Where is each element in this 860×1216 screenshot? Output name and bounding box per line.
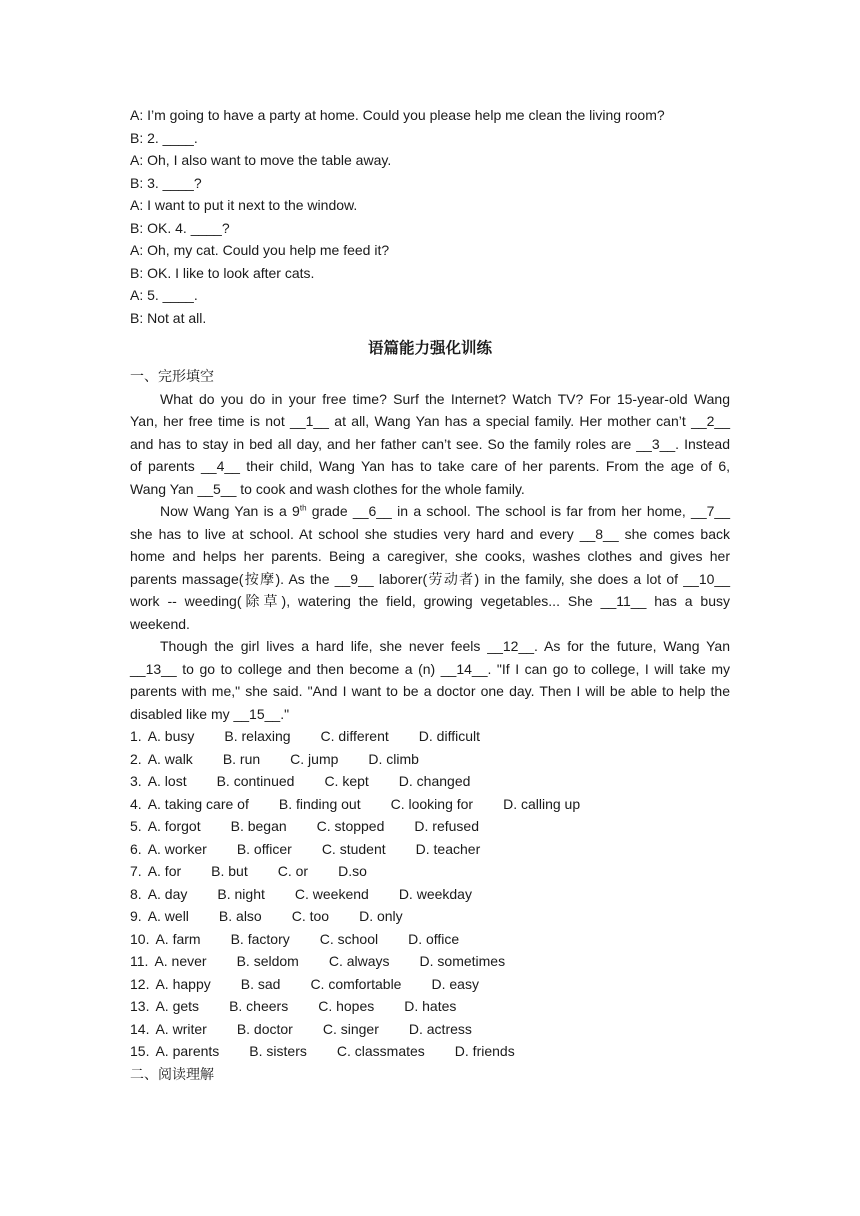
question-row bbox=[130, 973, 730, 996]
answer-option: B. seldom bbox=[236, 953, 299, 969]
answer-option: B. but bbox=[211, 863, 248, 879]
passage-line: she has to live at school. At school she studies very hard and every __8__ she comes back bbox=[130, 525, 730, 542]
question-row bbox=[130, 748, 730, 771]
question-row bbox=[130, 860, 730, 883]
answer-option: A. well bbox=[147, 908, 189, 924]
answer-option: B. also bbox=[218, 908, 262, 924]
dialogue-line: B: Not at all. bbox=[130, 309, 207, 326]
answer-option: A. busy bbox=[147, 728, 195, 744]
question-row bbox=[130, 928, 730, 951]
question-row bbox=[130, 838, 730, 861]
question-number: 1. bbox=[130, 728, 142, 744]
answer-option: D. hates bbox=[404, 998, 457, 1014]
answer-option: A. walk bbox=[147, 750, 193, 767]
answer-option: D. office bbox=[408, 930, 460, 947]
passage-line: home and helps her parents. Being a caregiver, she cooks, washes clothes and gives her bbox=[130, 548, 730, 564]
question-number: 7. bbox=[130, 863, 142, 879]
answer-option: A. for bbox=[147, 863, 182, 879]
question-row bbox=[130, 950, 730, 973]
answer-option: C. jump bbox=[290, 750, 339, 767]
question-number: 4. bbox=[130, 795, 142, 812]
section-title: 语篇能力强化训练 bbox=[367, 340, 492, 357]
answer-option: D.so bbox=[338, 863, 367, 879]
question-row bbox=[130, 793, 730, 816]
answer-option: B. began bbox=[230, 818, 287, 834]
question-row bbox=[130, 883, 730, 906]
answer-option: B. sad bbox=[240, 975, 281, 992]
answer-option: C. comfortable bbox=[310, 975, 402, 992]
answer-option: B. continued bbox=[216, 773, 295, 789]
question-number: 9. bbox=[130, 908, 142, 924]
question-row bbox=[130, 905, 730, 928]
answer-option: C. kept bbox=[324, 773, 369, 789]
question-list bbox=[130, 725, 730, 1063]
answer-option: C. stopped bbox=[316, 818, 385, 834]
answer-option: D. friends bbox=[454, 1043, 515, 1059]
answer-option: D. difficult bbox=[418, 728, 480, 744]
answer-option: C. classmates bbox=[336, 1043, 425, 1059]
passage-text: grade __6__ in a school. The school is far from her home, __7__ bbox=[306, 503, 730, 519]
passage-line: parents with me," she said. "And I want to be a doctor one day. Then I will be able to help the bbox=[130, 683, 730, 699]
answer-option: D. climb bbox=[368, 750, 419, 767]
question-number: 14. bbox=[130, 1020, 150, 1037]
answer-option: A. farm bbox=[155, 930, 201, 947]
answer-option: A. happy bbox=[155, 975, 211, 992]
passage-line: of parents __4__ their child, Wang Yan has to take care of her parents. From the age of 6, bbox=[130, 458, 730, 474]
passage-paragraph-2 bbox=[130, 500, 730, 635]
answer-option: C. different bbox=[320, 728, 389, 744]
passage-line: work -- weeding(除草), watering the field, growing vegetables... She __11__ has a busy bbox=[130, 593, 730, 609]
passage-line: Though the girl lives a hard life, she never feels __12__. As for the future, Wang Yan bbox=[160, 638, 730, 654]
answer-option: C. or bbox=[277, 863, 309, 879]
answer-option: B. run bbox=[222, 750, 261, 767]
answer-option: D. easy bbox=[431, 975, 479, 992]
answer-option: B. officer bbox=[236, 840, 292, 857]
answer-option: D. sometimes bbox=[419, 953, 506, 969]
passage-line: parents massage(按摩). As the __9__ laborer(劳动者) in the family, she does a lot of __10__ bbox=[130, 570, 730, 587]
question-number: 15. bbox=[130, 1043, 150, 1059]
answer-option: C. school bbox=[319, 930, 379, 947]
answer-option: C. singer bbox=[322, 1020, 379, 1037]
answer-option: D. changed bbox=[398, 773, 471, 789]
question-number: 11. bbox=[130, 953, 149, 969]
dialogue bbox=[130, 104, 730, 329]
passage-line: Yan, her free time is not __1__ at all, Wang Yan has a special family. Her mother can’t __2__ bbox=[130, 413, 730, 429]
question-number: 13. bbox=[130, 998, 150, 1014]
part1-heading: 一、完形填空 bbox=[130, 368, 214, 384]
answer-option: A. never bbox=[154, 953, 207, 969]
dialogue-line: A: I’m going to have a party at home. Could you please help me clean the living room? bbox=[130, 107, 665, 123]
question-number: 12. bbox=[130, 975, 150, 992]
answer-option: C. student bbox=[321, 840, 386, 857]
dialogue-line: B: 2. ____. bbox=[130, 129, 198, 146]
answer-option: D. teacher bbox=[415, 840, 481, 857]
question-number: 8. bbox=[130, 885, 142, 902]
answer-option: A. lost bbox=[147, 773, 187, 789]
passage-line: What do you do in your free time? Surf the Internet? Watch TV? For 15-year-old Wang bbox=[160, 390, 730, 407]
answer-option: C. looking for bbox=[390, 795, 474, 812]
answer-option: C. too bbox=[291, 908, 330, 924]
answer-option: A. parents bbox=[155, 1043, 220, 1059]
answer-option: B. factory bbox=[230, 930, 290, 947]
part2-heading: 二、阅读理解 bbox=[130, 1065, 214, 1082]
document-page bbox=[130, 104, 730, 1085]
dialogue-line: A: Oh, I also want to move the table away. bbox=[130, 152, 392, 168]
question-row bbox=[130, 1018, 730, 1041]
answer-option: D. weekday bbox=[398, 885, 472, 902]
answer-option: A. taking care of bbox=[147, 795, 249, 812]
dialogue-line: B: OK. I like to look after cats. bbox=[130, 264, 315, 281]
answer-option: A. day bbox=[147, 885, 188, 902]
passage-line: disabled like my __15__." bbox=[130, 705, 290, 722]
question-row bbox=[130, 995, 730, 1018]
answer-option: A. gets bbox=[155, 998, 200, 1014]
answer-option: B. doctor bbox=[236, 1020, 293, 1037]
answer-option: C. hopes bbox=[318, 998, 375, 1014]
answer-option: A. writer bbox=[155, 1020, 207, 1037]
dialogue-line: A: 5. ____. bbox=[130, 287, 198, 303]
passage-line: and has to stay in bed all day, and her father can’t see. So the family roles are __3__. Instead bbox=[130, 435, 730, 452]
answer-option: D. calling up bbox=[503, 795, 581, 812]
answer-option: B. cheers bbox=[229, 998, 289, 1014]
question-number: 3. bbox=[130, 773, 142, 789]
question-row bbox=[130, 725, 730, 748]
passage-line: Wang Yan __5__ to cook and wash clothes for the whole family. bbox=[130, 480, 525, 497]
answer-option: B. relaxing bbox=[224, 728, 291, 744]
dialogue-line: A: Oh, my cat. Could you help me feed it? bbox=[130, 242, 390, 258]
question-number: 10. bbox=[130, 930, 150, 947]
ordinal-suffix: th bbox=[299, 503, 307, 513]
answer-option: C. weekend bbox=[294, 885, 369, 902]
question-number: 5. bbox=[130, 818, 142, 834]
answer-option: D. refused bbox=[414, 818, 479, 834]
dialogue-line: B: OK. 4. ____? bbox=[130, 219, 230, 236]
answer-option: A. forgot bbox=[147, 818, 201, 834]
question-row bbox=[130, 1040, 730, 1063]
answer-option: C. always bbox=[328, 953, 390, 969]
answer-option: B. finding out bbox=[278, 795, 361, 812]
passage-paragraph-3 bbox=[130, 635, 730, 725]
answer-option: B. sisters bbox=[249, 1043, 307, 1059]
answer-option: D. only bbox=[359, 908, 403, 924]
dialogue-line: A: I want to put it next to the window. bbox=[130, 197, 358, 213]
passage-paragraph-1 bbox=[130, 388, 730, 501]
answer-option: D. actress bbox=[408, 1020, 472, 1037]
answer-option: A. worker bbox=[147, 840, 207, 857]
dialogue-line: B: 3. ____? bbox=[130, 174, 202, 191]
question-number: 6. bbox=[130, 840, 142, 857]
question-row bbox=[130, 770, 730, 793]
passage-line bbox=[130, 500, 730, 523]
passage-text: Now Wang Yan is a 9 bbox=[160, 503, 300, 519]
question-number: 2. bbox=[130, 750, 142, 767]
question-row bbox=[130, 815, 730, 838]
passage-line: weekend. bbox=[130, 615, 190, 632]
answer-option: B. night bbox=[217, 885, 265, 902]
passage-line: __13__ to go to college and then become a (n) __14__. "If I can go to college, I will take my bbox=[130, 660, 730, 677]
